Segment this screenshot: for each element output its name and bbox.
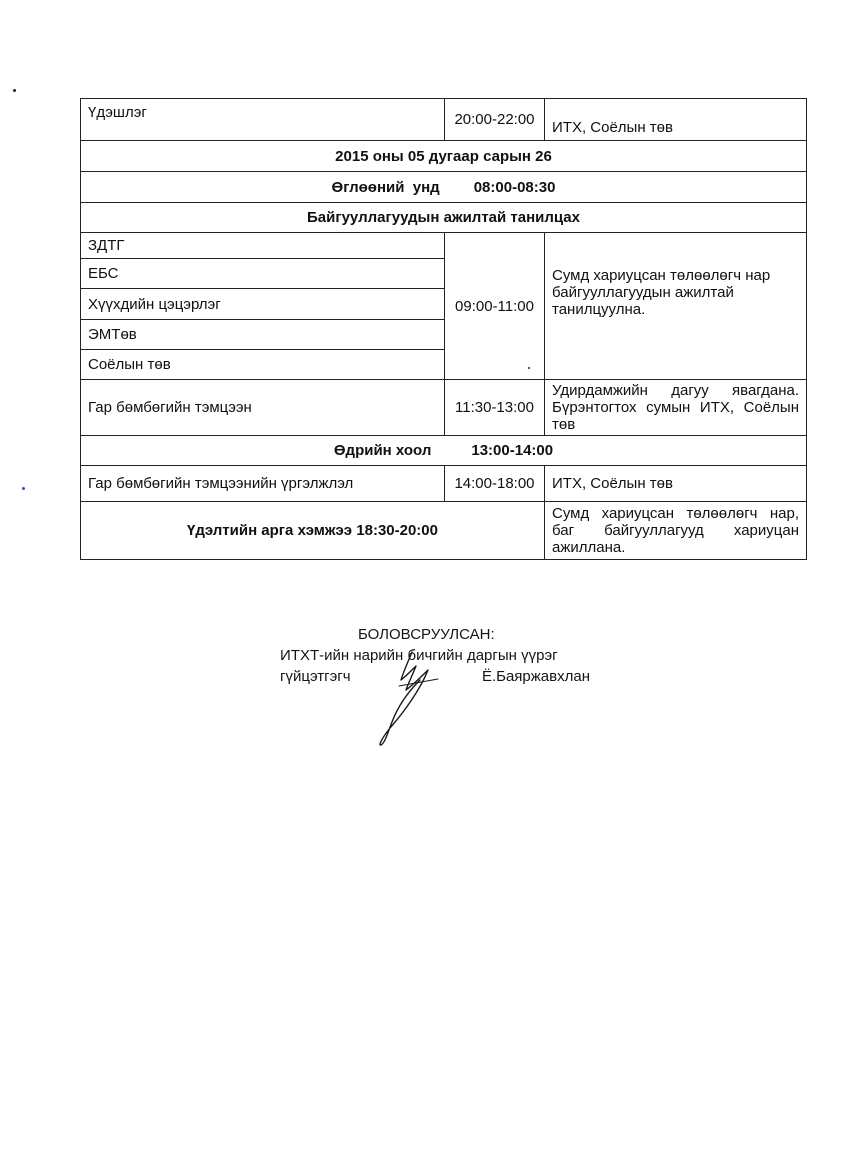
lunch-label: Өдрийн хоол xyxy=(333,442,432,459)
activity-cell: Үдэшлэг xyxy=(81,99,445,141)
note-cell: Удирдамжийн дагуу явагдана. Бүрэнтогтох сумын ИТХ, Соёлын төв xyxy=(545,380,807,436)
breakfast-row xyxy=(81,172,807,203)
org-cell: ЕБС xyxy=(81,259,445,289)
note-cell: Сумд хариуцсан төлөөлөгч нар байгууллагуудын ажилтай танилцуулна. xyxy=(545,233,807,380)
org-cell: ЭМТөв xyxy=(81,320,445,350)
place-cell: ИТХ, Соёлын төв xyxy=(545,466,807,502)
scan-speck xyxy=(13,89,16,92)
org-cell: Хүүхдийн цэцэрлэг xyxy=(81,289,445,320)
time-cell: 11:30-13:00 xyxy=(445,380,545,436)
table-row xyxy=(81,141,807,172)
place-cell: ИТХ, Соёлын төв xyxy=(545,99,807,141)
signatory-name: Ё.Баяржавхлан xyxy=(481,668,590,685)
table-row xyxy=(81,436,807,466)
handwritten-signature xyxy=(368,646,458,751)
schedule-table xyxy=(80,98,807,560)
org-cell: Соёлын төв xyxy=(81,350,445,380)
scan-speck xyxy=(22,487,25,490)
approval-heading: БОЛОВСРУУЛСАН: xyxy=(358,626,495,643)
approval-position-cont: гүйцэтгэгч xyxy=(280,668,351,685)
section-header: Байгууллагуудын ажилтай танилцах xyxy=(81,203,807,233)
org-cell: ЗДТГ xyxy=(81,233,445,259)
time-cell: 14:00-18:00 xyxy=(445,466,545,502)
lunch-time: 13:00-14:00 xyxy=(471,442,554,459)
approval-position: ИТХТ-ийн нарийн бичгийн даргын үүрэг xyxy=(280,647,558,664)
time-cell: 20:00-22:00 xyxy=(445,99,545,141)
evening-event-label: Үдэлтийн арга хэмжээ 18:30-20:00 xyxy=(81,502,545,560)
table-row xyxy=(81,172,807,203)
table-row xyxy=(81,203,807,233)
date-header: 2015 оны 05 дугаар сарын 26 xyxy=(81,141,807,172)
table-row xyxy=(81,380,807,436)
table-row xyxy=(81,466,807,502)
time-cell: 09:00-11:00 xyxy=(445,233,545,380)
activity-cell: Гар бөмбөгийн тэмцээнийн үргэлжлэл xyxy=(81,466,445,502)
breakfast-time: 08:00-08:30 xyxy=(473,178,556,196)
table-row xyxy=(81,99,807,141)
table-row xyxy=(81,502,807,560)
table-row xyxy=(81,233,807,259)
note-cell: Сумд хариуцсан төлөөлөгч нар, баг байгууллагууд хариуцан ажиллана. xyxy=(545,502,807,560)
activity-cell: Гар бөмбөгийн тэмцээн xyxy=(81,380,445,436)
lunch-row xyxy=(81,436,807,466)
breakfast-label: Өглөөний унд xyxy=(331,178,440,196)
